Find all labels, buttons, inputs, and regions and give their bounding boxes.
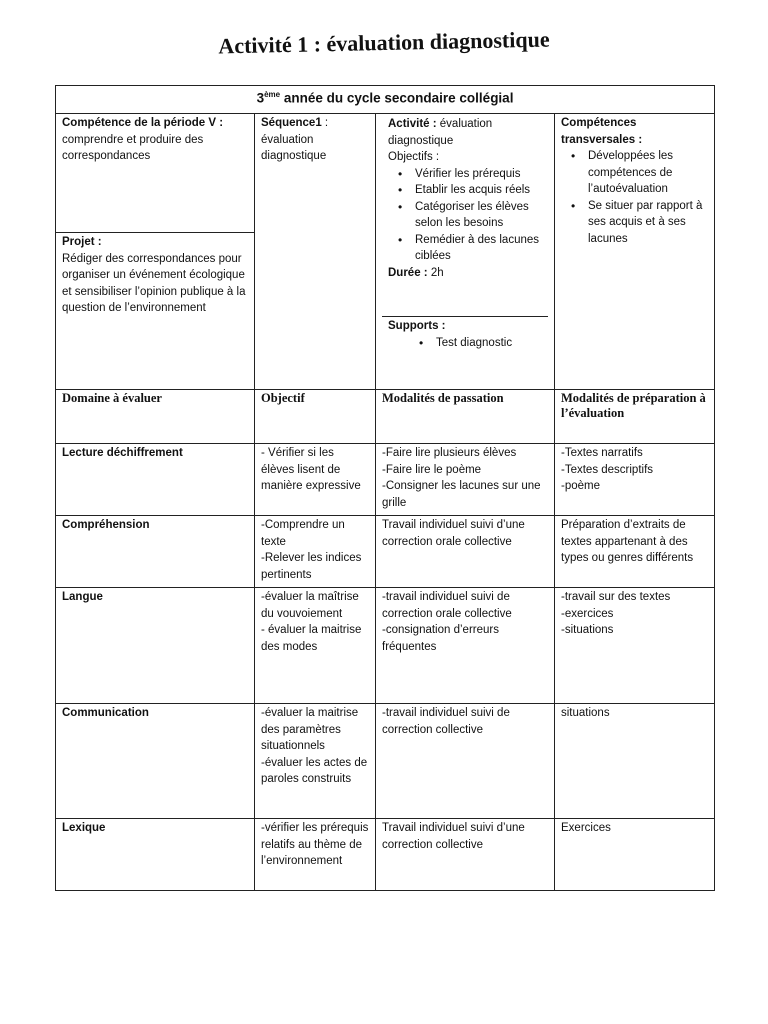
cell-line: Travail individuel suivi d’une correction collective [382,822,525,851]
objectif-cell [255,704,376,819]
table-header-row [56,86,715,114]
objectif-cell [255,588,376,704]
activite-block [382,115,548,317]
cell-line: -Textes descriptifs [561,463,654,476]
cell-line: -travail individuel suivi de correction orale collective [382,591,512,620]
domaine-cell: Lecture déchiffrement [56,444,255,516]
column-header-row [56,390,715,444]
level-text: année du cycle secondaire collégial [280,90,514,106]
preparation-cell [555,444,715,516]
cell-line: -évaluer la maitrise des paramètres situationnels [261,707,359,752]
cell-line: Exercices [561,822,611,834]
table-row [56,444,715,516]
activite-label: Activité : [388,118,437,130]
table-row [56,704,715,819]
transversales-list [561,148,708,247]
duree-text: 2h [427,266,444,279]
cell-line: -vérifier les prérequis relatifs au thème de l’environnement [261,822,369,867]
level-number: 3 [256,90,265,106]
table-row [56,516,715,588]
transversales-cell [555,114,715,390]
objectifs-list [388,166,542,265]
objectif-cell [255,444,376,516]
title-text: Activité 1 : évaluation diagnostique [218,26,550,59]
objectif-cell [255,516,376,588]
sequence-cell [255,114,376,390]
list-item: • Etablir les acquis réels [415,182,542,199]
passation-cell [376,588,555,704]
objectif-cell [255,819,376,891]
cell-line: -travail individuel suivi de correction collective [382,707,510,736]
cell-line: situations [561,707,610,719]
passation-cell [376,444,555,516]
competence-text: comprendre et produire des correspondances [62,133,204,162]
cell-line: -consignation d’erreurs fréquentes [382,624,499,653]
cell-line: -évaluer la maîtrise du vouvoiement [261,591,359,620]
cell-line: -Faire lire plusieurs élèves [382,447,517,459]
page-title [0,22,768,64]
list-item: • Se situer par rapport à ses acquis et à ses lacunes [588,198,708,248]
objectifs-label: Objectifs : [388,151,440,163]
sequence-text: évaluation diagnostique [261,133,327,162]
passation-cell [376,819,555,891]
cell-line: Travail individuel suivi d’une correction orale collective [382,519,525,548]
cell-line: - évaluer la maitrise des modes [261,624,362,653]
cell-line: -Relever les indices pertinents [261,552,362,581]
list-item: • Test diagnostic [436,335,542,352]
cell-line: -Comprendre un texte [261,519,345,548]
table-row [56,588,715,704]
activite-text: évaluation diagnostique [388,118,493,147]
table-row [56,819,715,891]
supports-block [382,317,548,353]
passation-cell [376,516,555,588]
sequence-colon: : [321,117,329,129]
cell-line: -exercices [561,607,614,620]
preparation-cell [555,588,715,704]
list-item: • Vérifier les prérequis [415,166,542,183]
cell-line: -situations [561,624,614,636]
projet-label: Projet : [62,236,102,248]
domaine-cell: Langue [56,588,255,704]
preparation-cell [555,516,715,588]
cell-line: -Textes narratifs [561,447,643,459]
evaluation-table [55,85,715,891]
info-row-1 [56,114,715,233]
competence-label: Compétence de la période V : [62,117,224,129]
list-item: • Remédier à des lacunes ciblées [415,232,542,265]
passation-cell [376,704,555,819]
transversales-label: Compétences transversales : [561,117,643,146]
competence-cell [56,114,255,233]
cell-line: -Faire lire le poème [382,463,482,476]
duree-label: Durée : [388,266,428,279]
sequence-label: Séquence1 [261,117,322,129]
domaine-cell: Communication [56,704,255,819]
list-item: • Développées les compétences de l’autoévaluation [588,148,708,198]
column-header-passation: Modalités de passation [376,390,555,444]
list-item: • Catégoriser les élèves selon les besoins [415,199,542,232]
level-superscript: ème [264,90,281,99]
column-header-preparation: Modalités de préparation à l’évaluation [555,390,715,444]
cell-line: -poème [561,480,600,492]
cell-line: -travail sur des textes [561,591,671,603]
preparation-cell [555,704,715,819]
domaine-cell: Lexique [56,819,255,891]
domaine-cell: Compréhension [56,516,255,588]
column-header-domaine: Domaine à évaluer [56,390,255,444]
projet-text: Rédiger des correspondances pour organiser un événement écologique et sensibiliser l’opinion publique à la question de l’environnement [62,252,246,314]
column-header-objectif: Objectif [255,390,376,444]
level-heading [56,86,715,114]
activite-cell [376,114,555,390]
preparation-cell [555,819,715,891]
supports-label: Supports : [388,320,446,332]
cell-line: Préparation d’extraits de textes appartenant à des types ou genres différents [561,519,694,564]
cell-line: -Consigner les lacunes sur une grille [382,480,541,509]
cell-line: - Vérifier si les élèves lisent de manière expressive [261,447,361,492]
supports-list [388,335,542,352]
projet-cell [56,233,255,390]
cell-line: -évaluer les actes de paroles construits [261,756,368,785]
